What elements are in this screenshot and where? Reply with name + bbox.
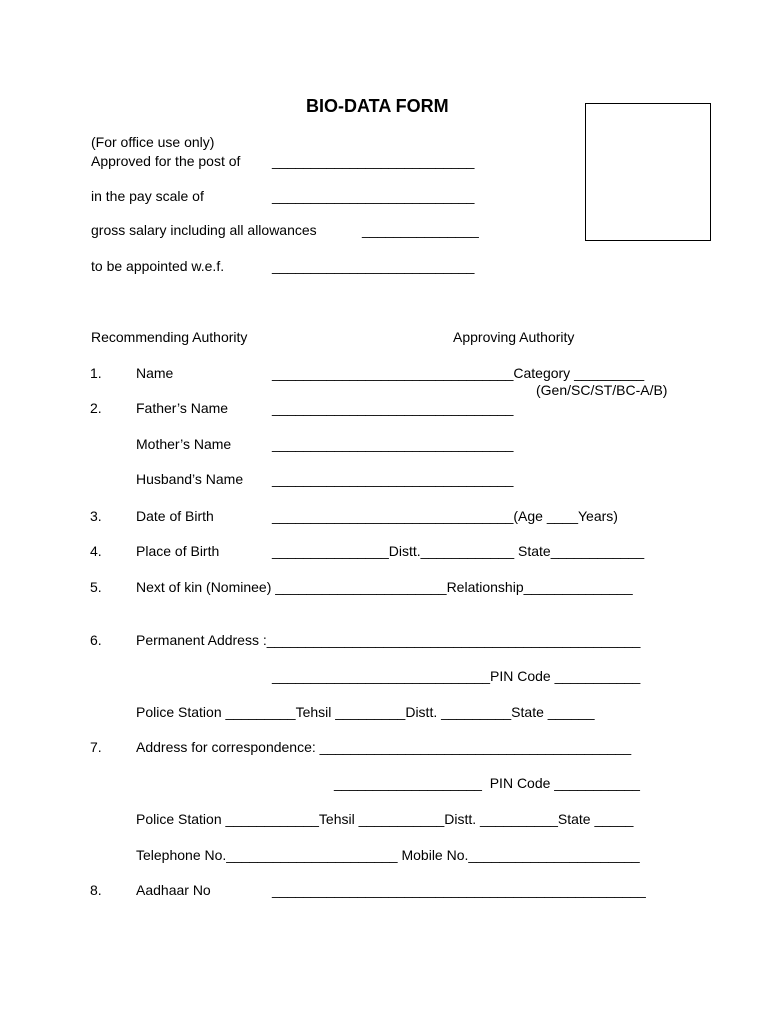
telephone-mobile-field[interactable]: Telephone No.______________________ Mobile No.______________________ xyxy=(136,847,640,863)
item-number-2: 2. xyxy=(90,400,102,416)
recommending-authority: Recommending Authority xyxy=(91,329,248,345)
pay-scale-label: in the pay scale of xyxy=(91,188,204,204)
permanent-address-field[interactable]: Permanent Address :________________________________________________ xyxy=(136,632,641,648)
pob-label: Place of Birth xyxy=(136,543,220,559)
dob-label: Date of Birth xyxy=(136,508,214,524)
correspondence-police-station-field[interactable]: Police Station ____________Tehsil ___________Distt. __________State _____ xyxy=(136,811,634,827)
category-options: (Gen/SC/ST/BC-A/B) xyxy=(536,382,668,398)
item-number-5: 5. xyxy=(90,579,102,595)
next-of-kin-field[interactable]: Next of kin (Nominee) ______________________Relationship______________ xyxy=(136,579,633,595)
correspondence-pin-field[interactable]: ___________________ PIN Code ___________ xyxy=(334,775,640,791)
gross-salary-label: gross salary including all allowances xyxy=(91,222,317,238)
office-use-note: (For office use only) xyxy=(91,134,215,150)
name-field[interactable]: _______________________________Category _________ xyxy=(272,365,645,381)
item-number-8: 8. xyxy=(90,882,102,898)
pob-field[interactable]: _______________Distt.____________ State____________ xyxy=(272,543,645,559)
appointed-wef-label: to be appointed w.e.f. xyxy=(91,258,225,274)
mother-name-field[interactable]: _______________________________ xyxy=(272,436,514,452)
permanent-pin-field[interactable]: ____________________________PIN Code ___________ xyxy=(272,668,641,684)
gross-salary-field[interactable]: _______________ xyxy=(362,222,479,238)
photo-box[interactable] xyxy=(585,103,711,241)
pay-scale-field[interactable]: __________________________ xyxy=(272,188,475,204)
item-number-3: 3. xyxy=(90,508,102,524)
permanent-police-station-field[interactable]: Police Station _________Tehsil _________Distt. _________State ______ xyxy=(136,704,595,720)
post-field[interactable]: __________________________ xyxy=(272,153,475,169)
approving-authority: Approving Authority xyxy=(453,329,575,345)
item-number-1: 1. xyxy=(90,365,102,381)
dob-field[interactable]: _______________________________(Age ____Years) xyxy=(272,508,618,524)
husband-name-label: Husband’s Name xyxy=(136,471,244,487)
father-name-field[interactable]: _______________________________ xyxy=(272,400,514,416)
father-name-label: Father’s Name xyxy=(136,400,229,416)
aadhaar-field[interactable]: ________________________________________________ xyxy=(272,882,646,898)
mother-name-label: Mother’s Name xyxy=(136,436,232,452)
husband-name-field[interactable]: _______________________________ xyxy=(272,471,514,487)
item-number-6: 6. xyxy=(90,632,102,648)
name-label: Name xyxy=(136,365,174,381)
item-number-4: 4. xyxy=(90,543,102,559)
item-number-7: 7. xyxy=(90,739,102,755)
appointed-wef-field[interactable]: __________________________ xyxy=(272,258,475,274)
aadhaar-label: Aadhaar No xyxy=(136,882,211,898)
page-title: BIO-DATA FORM xyxy=(306,96,449,116)
post-label: Approved for the post of xyxy=(91,153,241,169)
correspondence-address-field[interactable]: Address for correspondence: ________________________________________ xyxy=(136,739,632,755)
